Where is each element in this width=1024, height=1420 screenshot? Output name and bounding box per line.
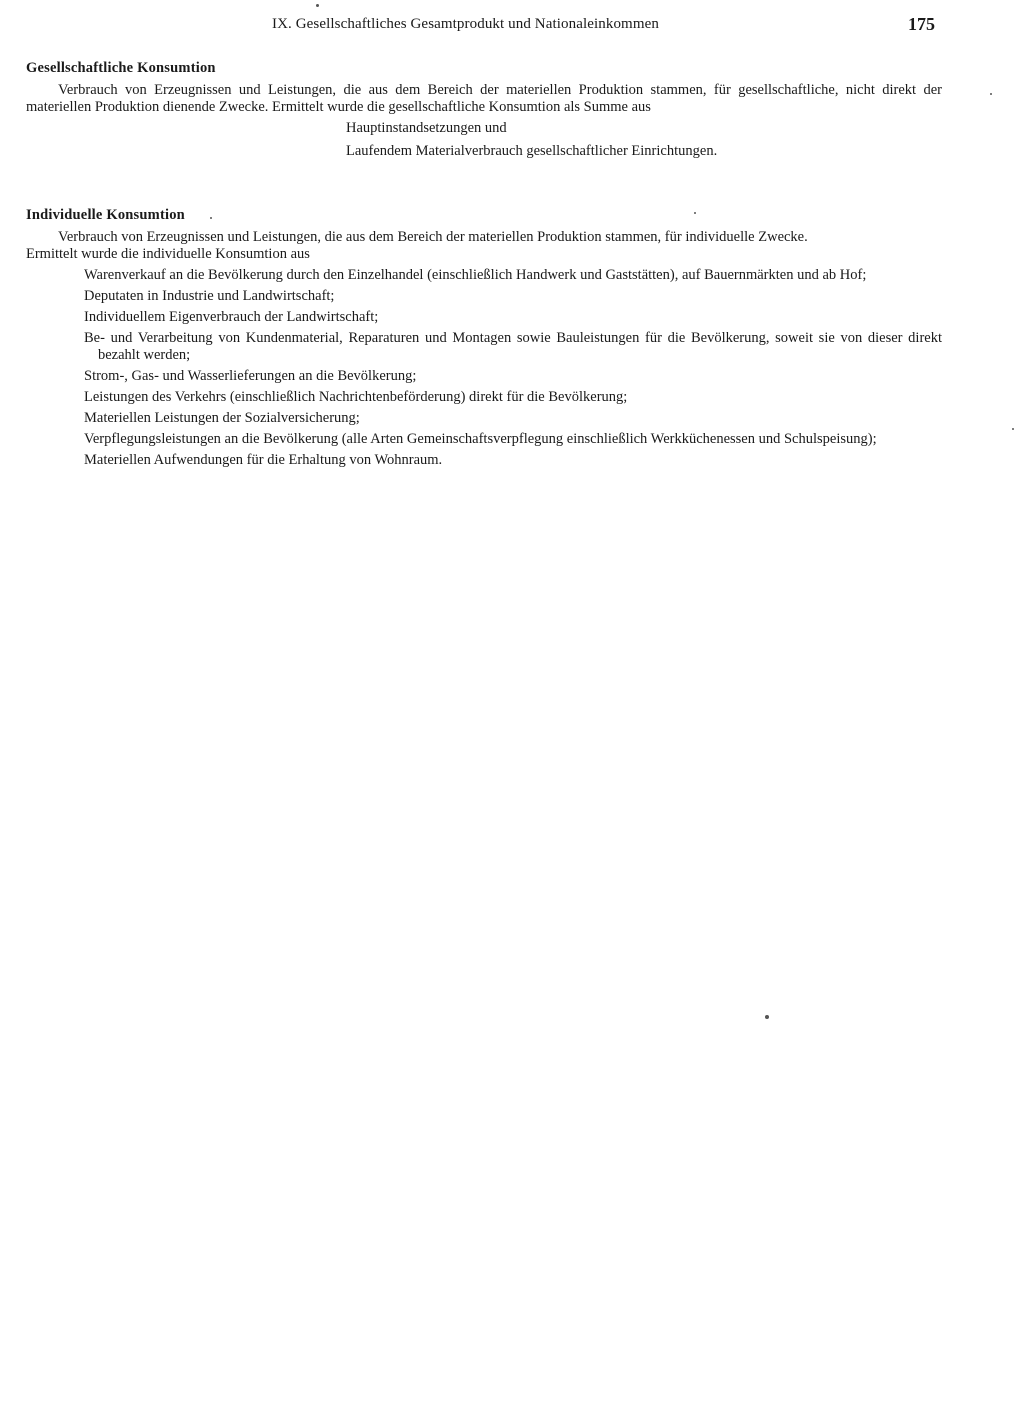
list-item: Leistungen des Verkehrs (einschließlich Nachrichtenbeförderung) direkt für die Bevölkerung; [84,389,628,405]
list-item: Individuellem Eigenverbrauch der Landwirtschaft; [84,309,379,325]
section-paragraph: Verbrauch von Erzeugnissen und Leistungen, die aus dem Bereich der materiellen Produktion stammen, für gesellschaftliche, nicht direkt der materiellen Produktion dienende Zwecke. Ermittelt wurde die gesellschaftliche Konsumtion als Summe aus [26,82,942,115]
section-lead: Ermittelt wurde die individuelle Konsumtion aus [26,246,310,262]
scan-speck [990,93,992,95]
list-item: Laufendem Materialverbrauch gesellschaftlicher Einrichtungen. [346,143,718,159]
section-heading: Gesellschaftliche Konsumtion [26,60,216,76]
list-item: Strom-, Gas- und Wasserlieferungen an die Bevölkerung; [84,368,417,384]
list-item: Verpflegungsleistungen an die Bevölkerung (alle Arten Gemeinschaftsverpflegung einschließlich Werkküchenessen und Schulspeisung); [84,431,877,447]
running-head: IX. Gesellschaftliches Gesamtprodukt und Nationaleinkommen [272,16,659,32]
component-list [84,267,942,469]
list-item: Be- und Verarbeitung von Kundenmaterial, Reparaturen und Montagen sowie Bauleistungen für die Bevölkerung, soweit sie von dieser direkt bezahlt werden; [84,330,942,363]
scan-speck [1012,428,1014,430]
list-item: Warenverkauf an die Bevölkerung durch den Einzelhandel (einschließlich Handwerk und Gaststätten), auf Bauernmärkten und ab Hof; [84,267,867,283]
list-item: Deputaten in Industrie und Landwirtschaft; [84,288,335,304]
scan-speck [694,212,696,214]
scan-speck [316,4,319,7]
section-individuelle-konsumtion [26,207,942,473]
scan-speck [210,217,212,219]
component-list [346,120,942,160]
list-item: Materiellen Leistungen der Sozialversicherung; [84,410,360,426]
scan-speck [765,1015,769,1019]
list-item: Materiellen Aufwendungen für die Erhaltung von Wohnraum. [84,452,443,468]
section-paragraph: Verbrauch von Erzeugnissen und Leistungen, die aus dem Bereich der materiellen Produktion stammen, für individuelle Zwecke. [58,229,808,245]
section-heading: Individuelle Konsumtion [26,207,185,223]
list-item: Hauptinstandsetzungen und [346,120,507,136]
page-number: 175 [908,14,935,34]
section-gesellschaftliche-konsumtion [26,60,942,166]
